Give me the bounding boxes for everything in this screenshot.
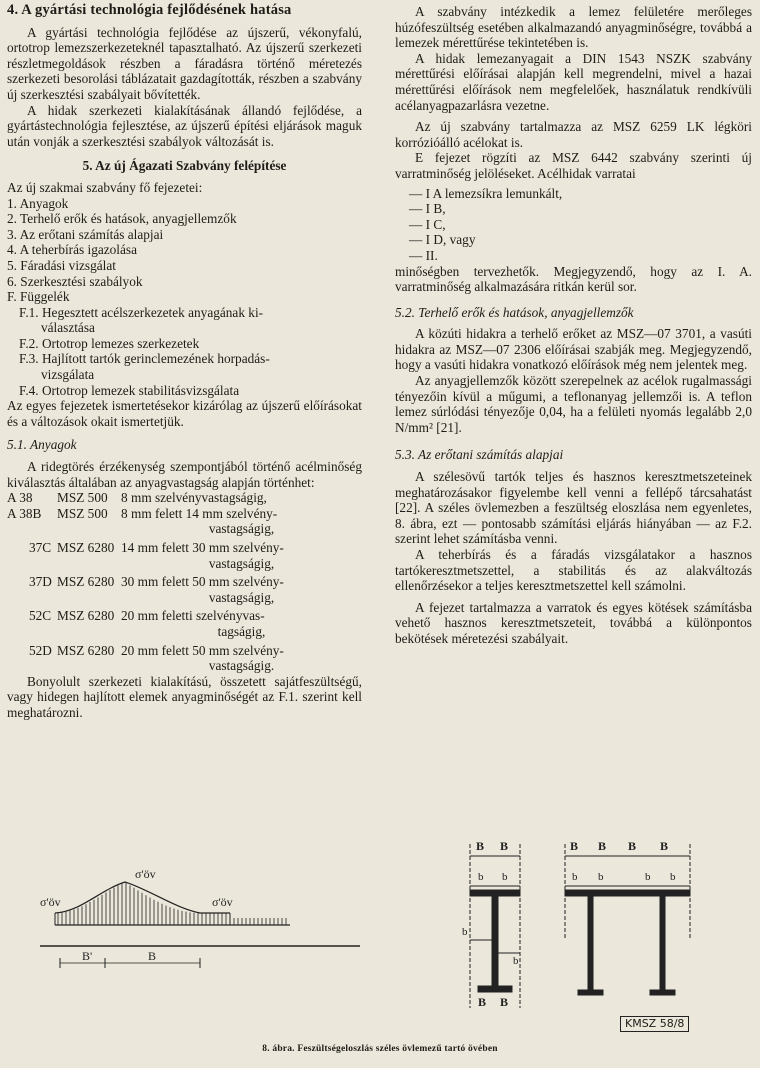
cs1-b-mid: b [462,926,468,938]
list-item-cont: vizsgálata [41,367,95,383]
cross-section-wide [565,844,690,995]
list-item: F.2. Ortotrop lemezes szerkezetek [19,335,200,351]
paragraph: Bonyolult szerkezeti kialakítású, összetett sajátfeszültségű, vagy hidegen hajlított elemek anyagminőségét az F.1. szerint kell meghatározni. [7,673,362,720]
list-item: 1. Anyagok [7,195,69,211]
subsection-5-2-heading: 5.2. Terhelő erők és hatások, anyagjellemzők [395,304,634,320]
list-item: 4. A teherbírás igazolása [7,242,137,258]
paragraph: A szabvány intézkedik a lemez felületére merőleges húzófeszültség esetében alkalmazandó anyagminőségre, továbbá a lemezek mérettűrése tekintetében is. [395,4,752,51]
section-4-heading: 4. A gyártási technológia fejlődésének hatása [7,2,292,18]
paragraph: A hidak szerkezeti kialakításának állandó fejlődése, a gyártástechnológia fejlesztése, az újszerű építési eljárások maguk után vonják a szerkesztési szabályok változását is. [7,102,362,149]
list-item: F.1. Hegesztett acélszerkezetek anyagának ki- [19,304,264,320]
paragraph: A ridegtörés érzékenység szempontjából történő acélminőség kiválasztás általában az anyagvastagság alapján történhet: [7,459,362,490]
paragraph: E fejezet rögzíti az MSZ 6442 szabvány szerinti új varratminőség jelöléseket. Acélhidak varratai [395,150,752,181]
paragraph: A hidak lemezanyagait a DIN 1543 NSZK szabvány mérettűrési előírásai alapján kell megrendelni, mivel a hazai mérettűrési előírások nem megfelelőek, használatuk rendkívüli acélanyagpazarlásra vezetne. [395,50,752,113]
grade-row: A 38B MSZ 500 8 mm felett 14 mm szelvény- vastagságig, [7,505,278,537]
paragraph: Az egyes fejezetek ismertetésekor kizárólag az újszerű előírásokat és a változások okait ismertetjük. [7,398,362,429]
b-prime-label: B' [82,949,93,963]
chapter-list [7,180,362,305]
list-item: — II. [409,247,438,263]
list-item: — I D, vagy [409,232,476,248]
paragraph: minőségben tervezhetők. Megjegyzendő, hogy az I. A. varratminőség alkalmazására ritkán kerül sor. [395,263,752,295]
list-item: 2. Terhelő erők és hatások, anyagjellemzők [7,211,237,227]
cs2-B-3: B [628,839,637,853]
cross-section-narrow [470,844,520,1008]
cs2-B-4: B [660,839,669,853]
stamp-label: KMSZ 58/8 [620,1016,689,1032]
paragraph: Az anyagjellemzők között szerepelnek az acélok rugalmassági tényezőin kívül a műgumi, a teflonanyag jellemzői is. A teflon lemez súrlódási tényezője 0,04, ha a felületi nyomás legalább 2,0 N/mm² [21]. [395,373,752,435]
subsection-5-3-heading: 5.3. Az erőtani számítás alapjai [395,447,564,463]
cs1-B-right: B [500,839,509,853]
figure-caption: 8. ábra. Feszültségeloszlás széles övlemezű tartó övében [262,1044,498,1054]
cs2-b-2: b [598,871,604,883]
right-column [395,0,752,647]
list-item: 6. Szerkesztési szabályok [7,273,143,289]
cs2-B-2: B [598,839,607,853]
list-item: F. Függelék [7,289,70,305]
list-intro: Az új szakmai szabvány fő fejezetei: [7,179,203,195]
paragraph: A teherbírás és a fáradás vizsgálatakor a hasznos tartókeresztmetszettel, a stabilitás és az alakváltozás ellenőrzésekor a teljes keresztmetszettel kell számolni. [395,547,752,594]
cs2-b-1: b [572,871,578,883]
left-column [7,0,362,721]
sigma-top-label: σ'öv [135,867,156,881]
grade-row: 37C MSZ 6280 14 mm felett 30 mm szelvény- vastagságig, [29,540,284,571]
list-item: — I C, [409,216,446,232]
cs1-B-bottom-left: B [478,995,487,1009]
paragraph: A szélesövű tartók teljes és hasznos keresztmetszeteinek meghatározásakor figyelembe kell venni a fellépő tárcsahatást [22]. A széles övlemezben a feszültség eloszlása nem egyenletes, 8. ábra, ezt — pontosabb számítási eljárás hiányában — az F.2. szerint lehet számításba venni. [395,469,752,547]
list-item: F.4. Ortotrop lemezek stabilitásvizsgálata [19,382,240,398]
section-5-heading: 5. Az új Ágazati Szabvány felépítése [82,158,287,174]
sigma-left-label: σ'öv [40,895,61,909]
paragraph: A fejezet tartalmazza a varratok és egyes kötések számításba vehető hasznos keresztmetszeteit, továbbá a különpontos bekötések méretezési szabályait. [395,599,752,646]
grade-row: 52C MSZ 6280 20 mm feletti szelvényvas- tagságig, [29,608,266,639]
list-item: 3. Az erőtani számítás alapjai [7,226,164,242]
list-item: — I B, [409,201,446,217]
weld-quality-list [395,186,752,264]
list-item: F.3. Hajlított tartók gerinclemezének horpadás- [19,351,270,367]
cs1-b-right: b [502,871,508,883]
stress-distribution-diagram [0,818,760,1043]
paragraph: A gyártási technológia fejlődése az újszerű, vékonyfalú, ortotrop lemezszerkezeteknél tapasztalható. Az újszerű szerkezeti részletmegoldások részben a fáradásra történő méretezés szerkezeti besorolási táblázatait gazdagították, részben a szabvány új szerkesztési szabályait bővítették. [7,24,362,102]
paragraph: Az új szabvány tartalmazza az MSZ 6259 LK légköri korrózióálló acélokat is. [395,119,752,150]
list-item: — I A lemezsíkra lemunkált, [409,185,563,201]
cs1-B-left: B [476,839,485,853]
cs1-b-mid2: b [513,955,519,967]
cs2-b-4: b [670,871,676,883]
cs1-b-left: b [478,871,484,883]
appendix-list [7,305,362,399]
cs1-B-bottom-right: B [500,995,509,1009]
list-item-cont: választása [41,320,95,336]
cs2-b-3: b [645,871,651,883]
b-label: B [148,949,157,963]
grade-row: A 38 MSZ 500 8 mm szelvényvastagságig, [7,490,267,506]
subsection-5-1-heading: 5.1. Anyagok [7,437,77,453]
paragraph: A közúti hidakra a terhelő erőket az MSZ—07 3701, a vasúti hidakra az MSZ—07 2306 előírásai szabják meg. Megjegyzendő, hogy a vasúti hidakra vonatkozó előírások még nem jelentek meg. [395,326,752,373]
list-item: 5. Fáradási vizsgálat [7,257,116,273]
cs2-B-1: B [570,839,579,853]
grade-table [7,490,362,674]
grade-row: 37D MSZ 6280 30 mm felett 50 mm szelvény- vastagságig, [29,574,284,605]
grade-row: 52D MSZ 6280 20 mm felett 50 mm szelvény- vastagságig. [29,642,284,674]
sigma-right-label: σ'öv [212,895,233,909]
